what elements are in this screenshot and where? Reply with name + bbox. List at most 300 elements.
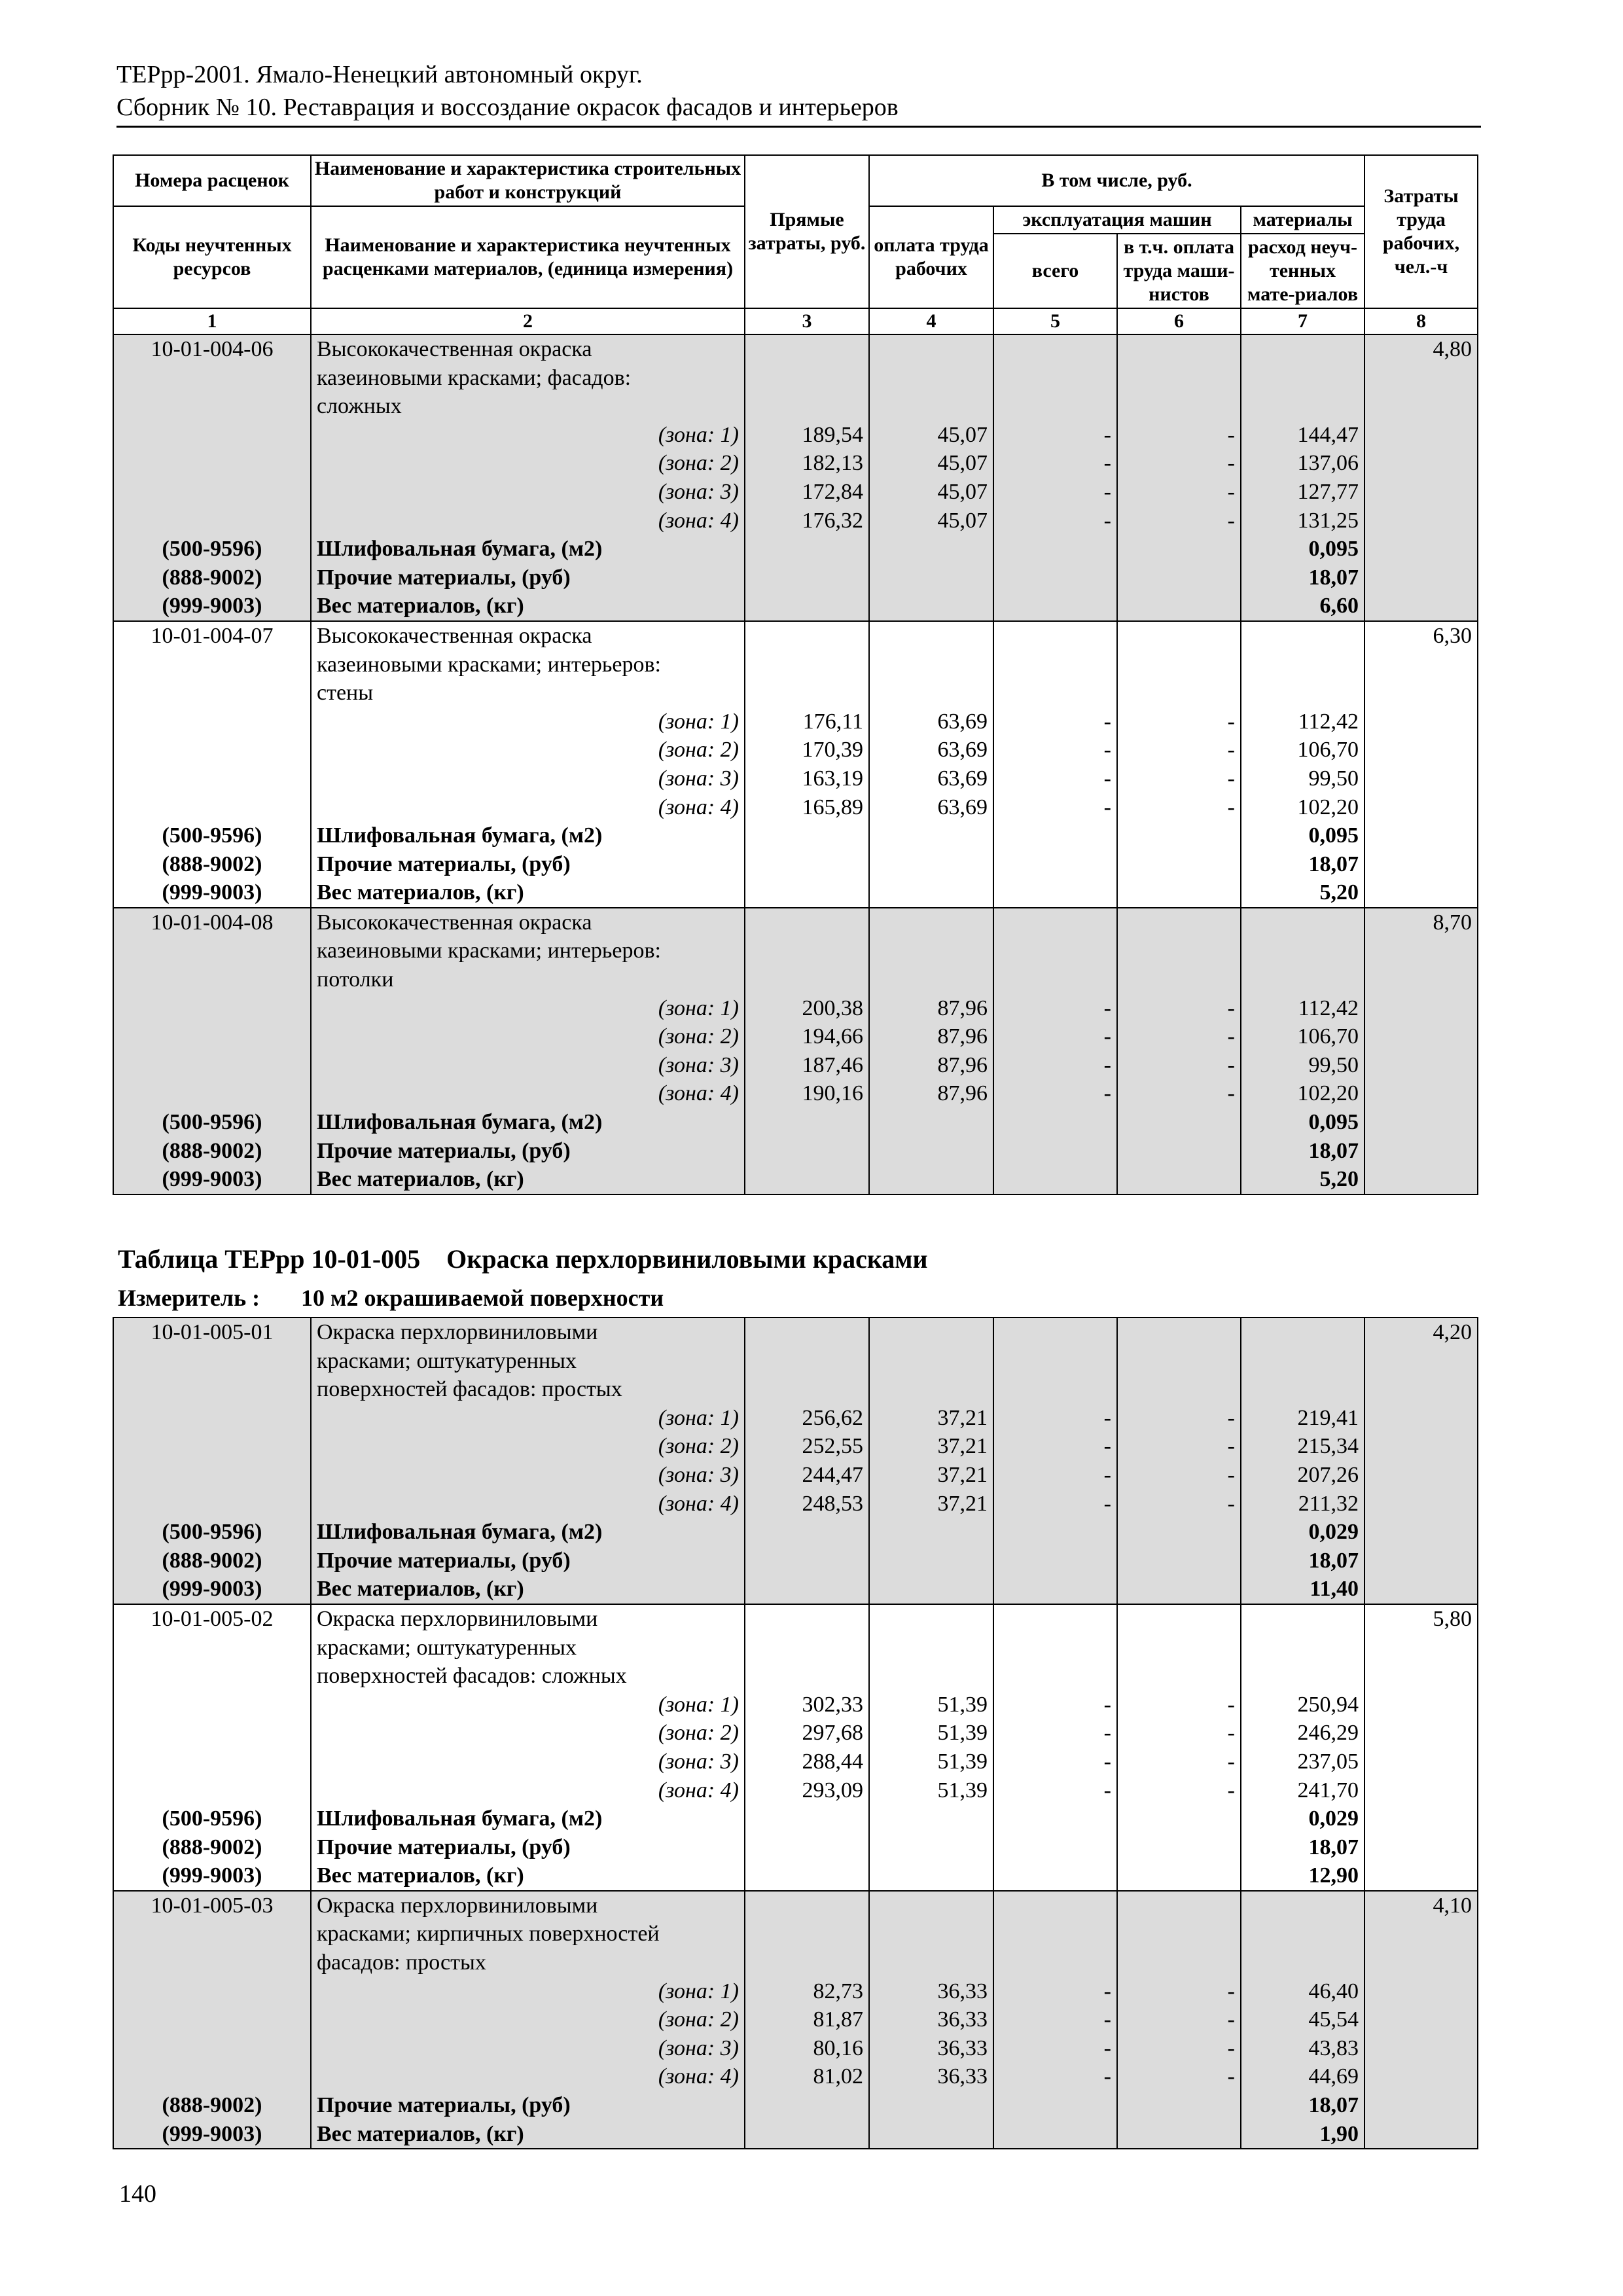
empty-cell — [993, 1861, 1117, 1891]
empty-cell — [1364, 2005, 1478, 2034]
worker-pay: 87,96 — [869, 1051, 993, 1080]
materials-cost: 250,94 — [1241, 1691, 1364, 1719]
rate-heading-row — [113, 1634, 1478, 1662]
empty-cell — [1117, 1920, 1241, 1948]
empty-cell — [1241, 392, 1364, 421]
empty-cell — [1117, 1137, 1241, 1166]
empty-cell — [1117, 364, 1241, 393]
empty-cell — [113, 764, 311, 793]
empty-cell — [1241, 679, 1364, 708]
zone-row — [113, 1432, 1478, 1461]
empty-cell — [869, 679, 993, 708]
empty-cell — [993, 1108, 1117, 1137]
machines-total: - — [993, 1977, 1117, 2006]
empty-cell — [993, 2091, 1117, 2120]
col-header-worker-pay: оплата труда рабочих — [869, 206, 993, 308]
worker-pay: 36,33 — [869, 2034, 993, 2063]
empty-cell — [745, 1662, 869, 1691]
empty-cell — [1241, 1347, 1364, 1376]
resource-code: (500-9596) — [113, 821, 311, 850]
rate-name-line: красками; оштукатуренных — [311, 1347, 745, 1376]
zone-label: (зона: 2) — [311, 736, 745, 764]
zone-row — [113, 1691, 1478, 1719]
empty-cell — [993, 1518, 1117, 1547]
table-code: Таблица ТЕРрр 10-01-005 — [118, 1244, 421, 1274]
empty-cell — [113, 1948, 311, 1977]
worker-pay: 63,69 — [869, 708, 993, 736]
empty-cell — [1364, 994, 1478, 1023]
resource-name: Вес материалов, (кг) — [311, 1861, 745, 1891]
empty-cell — [993, 1662, 1117, 1691]
rate-heading-row — [113, 1375, 1478, 1404]
col-header-machines-total: всего — [993, 234, 1117, 308]
empty-cell — [1241, 1891, 1364, 1920]
empty-cell — [1364, 1634, 1478, 1662]
worker-pay: 36,33 — [869, 2005, 993, 2034]
rate-name-line: Окраска перхлорвиниловыми — [311, 1891, 745, 1920]
empty-cell — [993, 592, 1117, 621]
resource-name: Шлифовальная бумага, (м2) — [311, 1108, 745, 1137]
worker-pay: 45,07 — [869, 478, 993, 507]
empty-cell — [993, 1547, 1117, 1575]
empty-cell — [1364, 1079, 1478, 1108]
empty-cell — [113, 392, 311, 421]
zone-label: (зона: 3) — [311, 764, 745, 793]
empty-cell — [1364, 1108, 1478, 1137]
worker-pay: 87,96 — [869, 994, 993, 1023]
zone-row — [113, 1404, 1478, 1433]
empty-cell — [113, 1662, 311, 1691]
empty-cell — [1117, 937, 1241, 965]
empty-cell — [1364, 1662, 1478, 1691]
machines-total: - — [993, 736, 1117, 764]
empty-cell — [1364, 937, 1478, 965]
rate-name-line: красками; кирпичных поверхностей — [311, 1920, 745, 1948]
materials-cost: 211,32 — [1241, 1490, 1364, 1518]
empty-cell — [1364, 1165, 1478, 1194]
empty-cell — [1364, 392, 1478, 421]
zone-label: (зона: 2) — [311, 1022, 745, 1051]
empty-cell — [113, 478, 311, 507]
zone-row — [113, 994, 1478, 1023]
col-header-materials: материалы — [1241, 206, 1364, 234]
empty-cell — [869, 1137, 993, 1166]
empty-cell — [1117, 1165, 1241, 1194]
empty-cell — [745, 1137, 869, 1166]
empty-cell — [1364, 364, 1478, 393]
empty-cell — [1117, 1861, 1241, 1891]
empty-cell — [1364, 478, 1478, 507]
rate-name-line: Окраска перхлорвиниловыми — [311, 1318, 745, 1347]
zone-row — [113, 1079, 1478, 1108]
zone-label: (зона: 4) — [311, 1776, 745, 1805]
col-number: 7 — [1241, 308, 1364, 334]
worker-pay: 37,21 — [869, 1432, 993, 1461]
resource-code: (999-9003) — [113, 1165, 311, 1194]
col-number: 5 — [993, 308, 1117, 334]
empty-cell — [113, 1375, 311, 1404]
direct-cost: 81,02 — [745, 2062, 869, 2091]
empty-cell — [1364, 1490, 1478, 1518]
empty-cell — [869, 1604, 993, 1634]
labor-cost: 4,80 — [1364, 334, 1478, 364]
empty-cell — [993, 1920, 1117, 1948]
empty-cell — [1117, 821, 1241, 850]
zone-label: (зона: 3) — [311, 1051, 745, 1080]
empty-cell — [1117, 679, 1241, 708]
empty-cell — [1117, 1662, 1241, 1691]
measure-value: 10 м2 окрашиваемой поверхности — [301, 1285, 664, 1311]
empty-cell — [869, 1547, 993, 1575]
zone-row — [113, 736, 1478, 764]
empty-cell — [113, 1691, 311, 1719]
rate-name-line: Окраска перхлорвиниловыми — [311, 1604, 745, 1634]
zone-label: (зона: 2) — [311, 449, 745, 478]
materials-cost: 106,70 — [1241, 1022, 1364, 1051]
resource-code: (888-9002) — [113, 564, 311, 592]
direct-cost: 293,09 — [745, 1776, 869, 1805]
direct-cost: 182,13 — [745, 449, 869, 478]
empty-cell — [1364, 1461, 1478, 1490]
resource-row — [113, 564, 1478, 592]
rate-heading-row — [113, 908, 1478, 937]
materials-cost: 99,50 — [1241, 1051, 1364, 1080]
direct-cost: 82,73 — [745, 1977, 869, 2006]
zone-row — [113, 2005, 1478, 2034]
empty-cell — [1241, 1920, 1364, 1948]
col-number: 6 — [1117, 308, 1241, 334]
empty-cell — [869, 1347, 993, 1376]
resource-name: Шлифовальная бумага, (м2) — [311, 821, 745, 850]
direct-cost: 163,19 — [745, 764, 869, 793]
empty-cell — [1117, 878, 1241, 908]
resource-name: Прочие материалы, (руб) — [311, 1833, 745, 1862]
resource-name: Вес материалов, (кг) — [311, 1575, 745, 1604]
empty-cell — [745, 1347, 869, 1376]
operator-pay: - — [1117, 708, 1241, 736]
operator-pay: - — [1117, 2062, 1241, 2091]
machines-total: - — [993, 1719, 1117, 1748]
empty-cell — [993, 1634, 1117, 1662]
resource-amount: 6,60 — [1241, 592, 1364, 621]
zone-row — [113, 1490, 1478, 1518]
empty-cell — [1241, 1318, 1364, 1347]
resource-code: (888-9002) — [113, 2091, 311, 2120]
empty-cell — [113, 2062, 311, 2091]
header-rule — [116, 126, 1481, 128]
col-number: 2 — [311, 308, 745, 334]
empty-cell — [993, 1347, 1117, 1376]
resource-code: (888-9002) — [113, 1547, 311, 1575]
resource-code: (999-9003) — [113, 1575, 311, 1604]
zone-label: (зона: 3) — [311, 478, 745, 507]
empty-cell — [1364, 965, 1478, 994]
machines-total: - — [993, 507, 1117, 535]
col-header-group-including: В том числе, руб. — [869, 155, 1364, 206]
col-number: 3 — [745, 308, 869, 334]
labor-cost: 6,30 — [1364, 621, 1478, 651]
empty-cell — [745, 621, 869, 651]
empty-cell — [113, 1404, 311, 1433]
empty-cell — [869, 1318, 993, 1347]
empty-cell — [745, 1920, 869, 1948]
resource-amount: 18,07 — [1241, 1137, 1364, 1166]
table-name: Окраска перхлорвиниловыми красками — [446, 1244, 928, 1274]
resource-amount: 18,07 — [1241, 850, 1364, 879]
empty-cell — [745, 1604, 869, 1634]
empty-cell — [745, 364, 869, 393]
empty-cell — [993, 334, 1117, 364]
direct-cost: 252,55 — [745, 1432, 869, 1461]
empty-cell — [869, 1634, 993, 1662]
operator-pay: - — [1117, 1691, 1241, 1719]
resource-name: Шлифовальная бумага, (м2) — [311, 1804, 745, 1833]
empty-cell — [745, 1948, 869, 1977]
rate-heading-row — [113, 1948, 1478, 1977]
col-header-material-usage: расход неуч-тенных мате-риалов — [1241, 234, 1364, 308]
rates-body-1 — [113, 334, 1478, 1194]
worker-pay: 87,96 — [869, 1079, 993, 1108]
materials-cost: 127,77 — [1241, 478, 1364, 507]
materials-cost: 237,05 — [1241, 1748, 1364, 1776]
worker-pay: 37,21 — [869, 1404, 993, 1433]
resource-amount: 18,07 — [1241, 2091, 1364, 2120]
empty-cell — [869, 1518, 993, 1547]
empty-cell — [1117, 1318, 1241, 1347]
rate-code: 10-01-004-06 — [113, 334, 311, 364]
resource-code: (888-9002) — [113, 850, 311, 879]
zone-label: (зона: 3) — [311, 1461, 745, 1490]
operator-pay: - — [1117, 1719, 1241, 1748]
empty-cell — [1117, 1518, 1241, 1547]
empty-cell — [1364, 1432, 1478, 1461]
empty-cell — [993, 850, 1117, 879]
empty-cell — [869, 1920, 993, 1948]
rate-heading-row — [113, 679, 1478, 708]
empty-cell — [1364, 878, 1478, 908]
empty-cell — [869, 392, 993, 421]
resource-row — [113, 1108, 1478, 1137]
zone-row — [113, 1776, 1478, 1805]
materials-cost: 112,42 — [1241, 994, 1364, 1023]
operator-pay: - — [1117, 1022, 1241, 1051]
worker-pay: 37,21 — [869, 1461, 993, 1490]
rate-heading-row — [113, 651, 1478, 679]
empty-cell — [113, 1022, 311, 1051]
direct-cost: 189,54 — [745, 421, 869, 450]
materials-cost: 45,54 — [1241, 2005, 1364, 2034]
col-number: 8 — [1364, 308, 1478, 334]
rate-name-line: потолки — [311, 965, 745, 994]
resource-amount: 0,095 — [1241, 1108, 1364, 1137]
empty-cell — [993, 1318, 1117, 1347]
empty-cell — [869, 1861, 993, 1891]
empty-cell — [993, 1165, 1117, 1194]
direct-cost: 302,33 — [745, 1691, 869, 1719]
resource-name: Вес материалов, (кг) — [311, 878, 745, 908]
zone-row — [113, 449, 1478, 478]
empty-cell — [869, 2120, 993, 2149]
zone-row — [113, 708, 1478, 736]
empty-cell — [1241, 908, 1364, 937]
empty-cell — [1117, 1547, 1241, 1575]
empty-cell — [1364, 1051, 1478, 1080]
empty-cell — [113, 793, 311, 822]
empty-cell — [745, 1804, 869, 1833]
empty-cell — [869, 1804, 993, 1833]
zone-label: (зона: 4) — [311, 1079, 745, 1108]
resource-row — [113, 1137, 1478, 1166]
zone-label: (зона: 1) — [311, 421, 745, 450]
resource-name: Прочие материалы, (руб) — [311, 2091, 745, 2120]
direct-cost: 288,44 — [745, 1748, 869, 1776]
machines-total: - — [993, 708, 1117, 736]
empty-cell — [113, 1461, 311, 1490]
measure-line — [118, 1284, 664, 1312]
empty-cell — [1241, 621, 1364, 651]
materials-cost: 219,41 — [1241, 1404, 1364, 1433]
zone-label: (зона: 4) — [311, 1490, 745, 1518]
empty-cell — [745, 937, 869, 965]
labor-cost: 8,70 — [1364, 908, 1478, 937]
operator-pay: - — [1117, 1404, 1241, 1433]
zone-row — [113, 1748, 1478, 1776]
empty-cell — [745, 878, 869, 908]
materials-cost: 99,50 — [1241, 764, 1364, 793]
empty-cell — [1364, 2120, 1478, 2149]
materials-cost: 137,06 — [1241, 449, 1364, 478]
direct-cost: 170,39 — [745, 736, 869, 764]
empty-cell — [869, 1891, 993, 1920]
resource-amount: 0,029 — [1241, 1804, 1364, 1833]
machines-total: - — [993, 1490, 1117, 1518]
empty-cell — [113, 736, 311, 764]
empty-cell — [1364, 1137, 1478, 1166]
operator-pay: - — [1117, 449, 1241, 478]
empty-cell — [1117, 1833, 1241, 1862]
empty-cell — [1364, 1404, 1478, 1433]
col-header-material-name: Наименование и характеристика неучтенных расценками материалов, (единица измерения) — [311, 206, 745, 308]
zone-label: (зона: 1) — [311, 1691, 745, 1719]
empty-cell — [113, 1432, 311, 1461]
col-header-operator-pay: в т.ч. оплата труда маши-нистов — [1117, 234, 1241, 308]
direct-cost: 172,84 — [745, 478, 869, 507]
worker-pay: 37,21 — [869, 1490, 993, 1518]
resource-code: (500-9596) — [113, 1804, 311, 1833]
empty-cell — [113, 708, 311, 736]
empty-cell — [993, 1948, 1117, 1977]
rate-heading-row — [113, 1347, 1478, 1376]
zone-label: (зона: 3) — [311, 1748, 745, 1776]
resource-amount: 0,095 — [1241, 821, 1364, 850]
empty-cell — [993, 1804, 1117, 1833]
machines-total: - — [993, 1079, 1117, 1108]
zone-row — [113, 1977, 1478, 2006]
empty-cell — [1241, 1375, 1364, 1404]
empty-cell — [1117, 392, 1241, 421]
empty-cell — [993, 364, 1117, 393]
machines-total: - — [993, 1691, 1117, 1719]
rate-code: 10-01-004-08 — [113, 908, 311, 937]
running-header-title: ТЕРрр-2001. Ямало-Ненецкий автономный округ. — [116, 61, 643, 88]
empty-cell — [1364, 1977, 1478, 2006]
empty-cell — [1364, 1375, 1478, 1404]
zone-label: (зона: 4) — [311, 2062, 745, 2091]
empty-cell — [869, 1108, 993, 1137]
empty-cell — [869, 651, 993, 679]
materials-cost: 246,29 — [1241, 1719, 1364, 1748]
direct-cost: 81,87 — [745, 2005, 869, 2034]
empty-cell — [1364, 1022, 1478, 1051]
operator-pay: - — [1117, 2034, 1241, 2063]
empty-cell — [1117, 2120, 1241, 2149]
empty-cell — [1364, 1347, 1478, 1376]
empty-cell — [993, 937, 1117, 965]
empty-cell — [1117, 1948, 1241, 1977]
resource-name: Прочие материалы, (руб) — [311, 564, 745, 592]
empty-cell — [1364, 535, 1478, 564]
empty-cell — [113, 2005, 311, 2034]
empty-cell — [869, 1575, 993, 1604]
worker-pay: 63,69 — [869, 736, 993, 764]
empty-cell — [745, 908, 869, 937]
resource-row — [113, 592, 1478, 621]
empty-cell — [869, 334, 993, 364]
empty-cell — [1241, 364, 1364, 393]
materials-cost: 144,47 — [1241, 421, 1364, 450]
rates-table-2 — [113, 1317, 1478, 2149]
rate-heading-row — [113, 334, 1478, 364]
labor-cost: 5,80 — [1364, 1604, 1478, 1634]
resource-row — [113, 1547, 1478, 1575]
empty-cell — [1117, 1804, 1241, 1833]
resource-amount: 18,07 — [1241, 1833, 1364, 1862]
worker-pay: 51,39 — [869, 1691, 993, 1719]
empty-cell — [1364, 651, 1478, 679]
empty-cell — [1117, 1891, 1241, 1920]
col-number: 4 — [869, 308, 993, 334]
worker-pay: 45,07 — [869, 507, 993, 535]
empty-cell — [869, 592, 993, 621]
rate-heading-row — [113, 937, 1478, 965]
materials-cost: 131,25 — [1241, 507, 1364, 535]
labor-cost: 4,20 — [1364, 1318, 1478, 1347]
empty-cell — [1117, 621, 1241, 651]
col-header-direct-cost: Прямые затраты, руб. — [745, 155, 869, 308]
resource-name: Вес материалов, (кг) — [311, 592, 745, 621]
empty-cell — [1364, 2062, 1478, 2091]
zone-row — [113, 1461, 1478, 1490]
resource-code: (999-9003) — [113, 1861, 311, 1891]
col-header-machines: эксплуатация машин — [993, 206, 1241, 234]
empty-cell — [1241, 937, 1364, 965]
zone-row — [113, 1051, 1478, 1080]
operator-pay: - — [1117, 1490, 1241, 1518]
direct-cost: 190,16 — [745, 1079, 869, 1108]
direct-cost: 256,62 — [745, 1404, 869, 1433]
resource-row — [113, 850, 1478, 879]
empty-cell — [1364, 507, 1478, 535]
empty-cell — [1117, 535, 1241, 564]
rate-name-line: красками; оштукатуренных — [311, 1634, 745, 1662]
empty-cell — [1117, 1108, 1241, 1137]
empty-cell — [993, 564, 1117, 592]
empty-cell — [1241, 1634, 1364, 1662]
machines-total: - — [993, 449, 1117, 478]
direct-cost: 80,16 — [745, 2034, 869, 2063]
empty-cell — [869, 937, 993, 965]
empty-cell — [1364, 708, 1478, 736]
